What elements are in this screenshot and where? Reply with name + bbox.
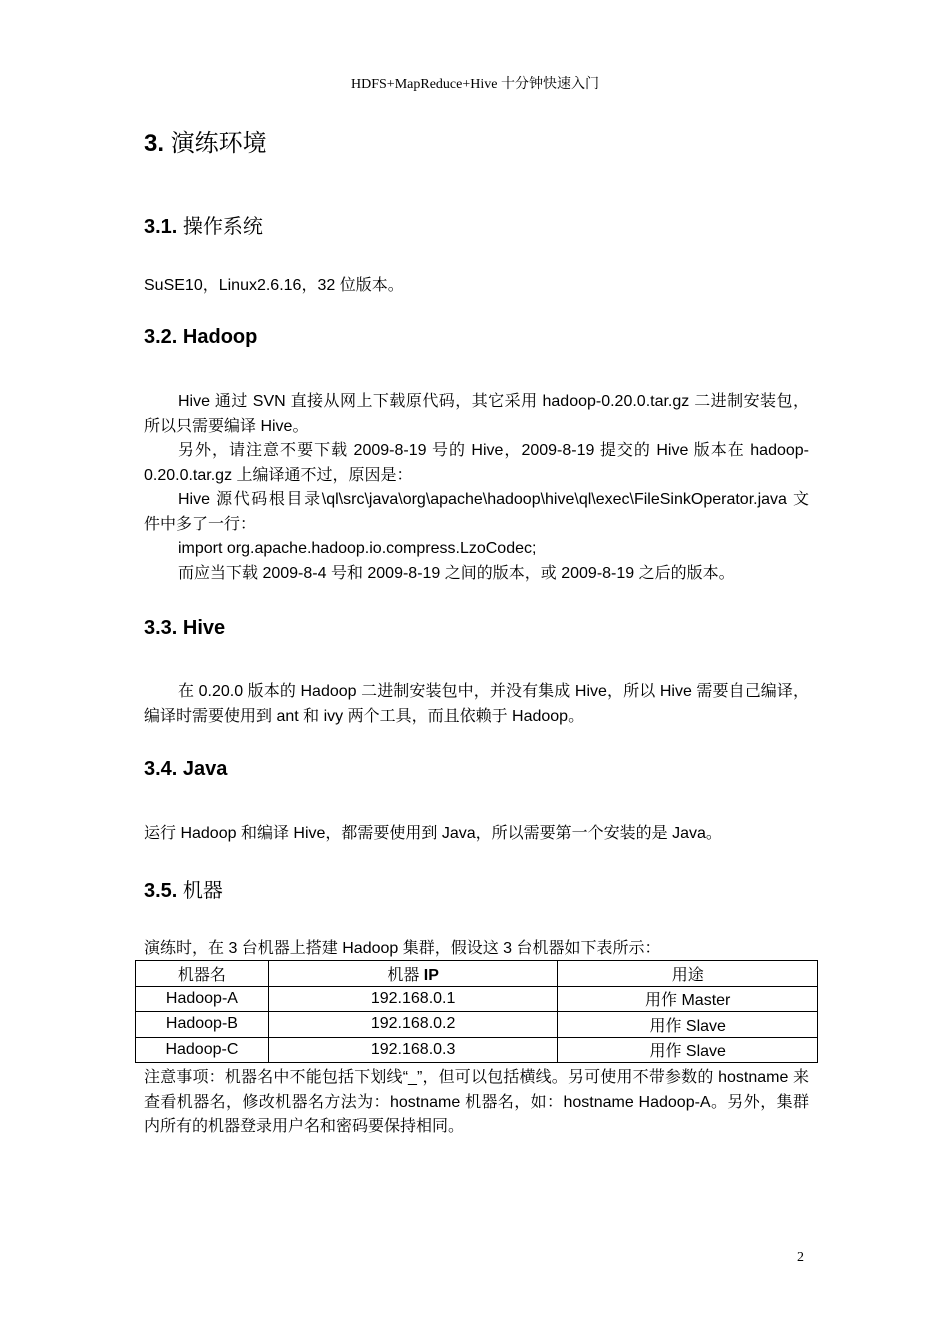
machines-intro: 演练时，在 3 台机器上搭建 Hadoop 集群，假设这 3 台机器如下表所示： [144, 940, 661, 957]
table-cell: Hadoop-A [136, 986, 269, 1012]
table-cell: Hadoop-C [136, 1037, 269, 1063]
running-header: HDFS+MapReduce+Hive 十分钟快速入门 [351, 77, 599, 92]
column-header-ip: 机器 IP [268, 961, 558, 987]
chapter-heading [144, 123, 267, 158]
chapter-number: 3. [144, 130, 165, 157]
section-heading-java: 3.4. Java [144, 758, 228, 780]
table-cell: 192.168.0.2 [268, 1012, 558, 1038]
table-cell: Hadoop-B [136, 1012, 269, 1038]
hadoop-paragraph-3: Hive 源代码根目录\ql\src\java\org\apache\hadoop\hive\ql\exec\FileSinkOperator.java 文件中多了一行： [144, 491, 809, 533]
hadoop-paragraph-5: 而应当下载 2009-8-4 号和 2009-8-19 之间的版本，或 2009-8-19 之后的版本。 [178, 565, 735, 582]
table-cell: 用作 Master [558, 986, 818, 1012]
hadoop-code-line: import org.apache.hadoop.io.compress.LzoCodec; [178, 540, 537, 557]
section-heading-hive: 3.3. Hive [144, 617, 226, 639]
table-cell: 用作 Slave [558, 1012, 818, 1038]
hadoop-paragraph-1: Hive 通过 SVN 直接从网上下载原代码，其它采用 hadoop-0.20.0.tar.gz 二进制安装包，所以只需要编译 Hive。 [144, 393, 809, 435]
table-row [136, 1012, 818, 1038]
page-number: 2 [797, 1250, 804, 1265]
section-heading-os: 3.1. 操作系统 [144, 216, 263, 238]
hive-paragraph: 在 0.20.0 版本的 Hadoop 二进制安装包中，并没有集成 Hive，所以 Hive 需要自己编译，编译时需要使用到 ant 和 ivy 两个工具，而且依赖于 Hadoop。 [144, 683, 809, 725]
java-paragraph: 运行 Hadoop 和编译 Hive，都需要使用到 Java，所以需要第一个安装的是 Java。 [144, 825, 722, 842]
chapter-title: 演练环境 [170, 130, 267, 157]
table-cell: 用作 Slave [558, 1037, 818, 1063]
table-row [136, 986, 818, 1012]
column-header-name: 机器名 [136, 961, 269, 987]
machines-note: 注意事项：机器名中不能包括下划线“_”，但可以包括横线。另可使用不带参数的 hostname 来查看机器名，修改机器名方法为：hostname 机器名，如：hostname Hadoop-A。另外，集群内所有的机器登录用户名和密码要保持相同。 [144, 1069, 809, 1135]
machines-table [135, 960, 818, 1063]
section-heading-machines: 3.5. 机器 [144, 880, 223, 902]
table-row [136, 1037, 818, 1063]
section-heading-hadoop: 3.2. Hadoop [144, 326, 258, 348]
hadoop-paragraph-2: 另外，请注意不要下载 2009-8-19 号的 Hive，2009-8-19 提交的 Hive 版本在 hadoop-0.20.0.tar.gz 上编译通不过，原因是： [144, 442, 809, 484]
column-header-role: 用途 [558, 961, 818, 987]
os-paragraph: SuSE10，Linux2.6.16，32 位版本。 [144, 277, 404, 294]
table-header-row [136, 961, 818, 987]
table-cell: 192.168.0.3 [268, 1037, 558, 1063]
table-cell: 192.168.0.1 [268, 986, 558, 1012]
machines-table-wrapper [135, 960, 818, 1063]
